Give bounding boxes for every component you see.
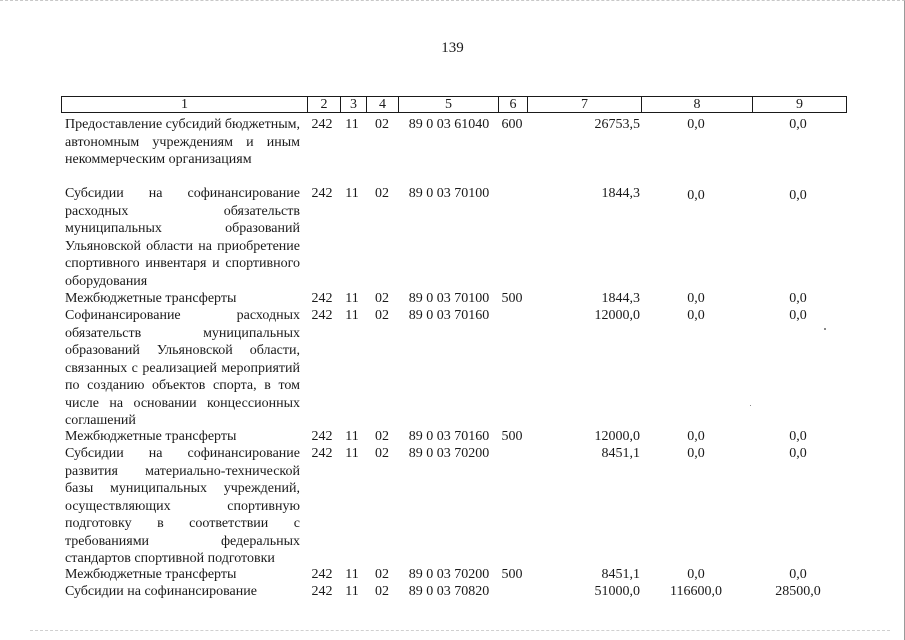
row-col-7 <box>528 445 640 463</box>
row-name: Софинансирование расходных обязательств муниципальных образований Ульяновской области, связанных с реализацией мероприятий по созданию объектов спорта, в том числе на основании концессионных соглашений <box>65 308 300 428</box>
row-col-4: 02 <box>375 308 389 323</box>
row-col-9: 0,0 <box>789 429 807 444</box>
row-col-6: 600 <box>501 117 523 132</box>
row-col-4: 02 <box>375 186 389 201</box>
row-col-5: 89 0 03 70100 <box>408 291 490 306</box>
header-col-8: 8 <box>641 97 752 112</box>
row-col-2: 242 <box>311 186 333 201</box>
row-col-3: 11 <box>345 429 359 444</box>
row-col-3: 11 <box>345 117 359 132</box>
row-col-7-value: 1844,3 <box>601 291 640 306</box>
row-name: Межбюджетные трансферты <box>65 429 237 444</box>
row-col-7 <box>528 307 640 325</box>
row-name: Межбюджетные трансферты <box>65 291 237 306</box>
row-col-2: 242 <box>311 117 333 132</box>
row-col-8: 0,0 <box>687 188 705 203</box>
header-col-7: 7 <box>527 97 641 112</box>
row-col-9: 0,0 <box>789 188 807 203</box>
header-col-3: 3 <box>340 97 366 112</box>
row-col-3: 11 <box>345 186 359 201</box>
row-col-9: 0,0 <box>789 291 807 306</box>
row-col-8: 116600,0 <box>670 584 722 599</box>
row-name: Субсидии на софинансирование <box>65 584 257 599</box>
header-col-4: 4 <box>366 97 398 112</box>
row-col-7-value: 8451,1 <box>601 567 640 582</box>
scan-edge <box>30 630 890 632</box>
row-name: Субсидии на софинансирование развития материально-технической базы муниципальных учреждений, осуществляющих спортивную подготовку в соответствии с требованиями федеральных стандартов спортивной подготовки <box>65 446 300 566</box>
row-col-6: 500 <box>501 429 523 444</box>
row-col-7-value: 12000,0 <box>594 429 640 444</box>
row-col-5: 89 0 03 70160 <box>408 308 490 323</box>
row-col-6: 500 <box>501 567 523 582</box>
header-col-6: 6 <box>498 97 527 112</box>
row-col-3: 11 <box>345 291 359 306</box>
row-col-4: 02 <box>375 291 389 306</box>
row-col-7-value: 26753,5 <box>594 117 640 132</box>
row-col-3: 11 <box>345 446 359 461</box>
row-col-9: 0,0 <box>789 446 807 461</box>
row-col-2: 242 <box>311 446 333 461</box>
scan-speck <box>824 328 826 330</box>
header-col-5: 5 <box>398 97 498 112</box>
row-col-7 <box>528 428 640 446</box>
row-col-3: 11 <box>345 584 359 599</box>
row-col-7 <box>528 185 640 203</box>
row-col-2: 242 <box>311 429 333 444</box>
table-header <box>61 96 847 113</box>
row-col-5: 89 0 03 70160 <box>408 429 490 444</box>
row-col-7 <box>528 583 640 601</box>
row-col-2: 242 <box>311 308 333 323</box>
row-col-4: 02 <box>375 567 389 582</box>
row-col-5: 89 0 03 70820 <box>408 584 490 599</box>
row-col-7 <box>528 116 640 134</box>
row-col-4: 02 <box>375 584 389 599</box>
row-col-7-value: 1844,3 <box>601 186 640 201</box>
scan-speck <box>750 405 751 406</box>
row-col-7 <box>528 566 640 584</box>
page-number: 139 <box>441 40 464 56</box>
row-col-4: 02 <box>375 446 389 461</box>
row-col-2: 242 <box>311 584 333 599</box>
row-col-8: 0,0 <box>687 429 705 444</box>
row-col-4: 02 <box>375 117 389 132</box>
row-col-4: 02 <box>375 429 389 444</box>
row-name: Предоставление субсидий бюджетным, автономным учреждениям и иным некоммерческим организациям <box>65 117 301 167</box>
row-col-8: 0,0 <box>687 117 705 132</box>
row-col-5: 89 0 03 70200 <box>408 446 490 461</box>
row-col-5: 89 0 03 70100 <box>408 186 490 201</box>
row-col-3: 11 <box>345 567 359 582</box>
row-name: Субсидии на софинансирование расходных обязательств муниципальных образований Ульяновской области на приобретение спортивного инвентаря и спортивного оборудования <box>65 186 300 289</box>
row-col-7-value: 12000,0 <box>594 308 640 323</box>
row-col-2: 242 <box>311 567 333 582</box>
row-col-7-value: 51000,0 <box>594 584 640 599</box>
header-col-9: 9 <box>752 97 846 112</box>
row-col-9: 28500,0 <box>775 584 821 599</box>
row-col-9: 0,0 <box>789 567 807 582</box>
row-col-8: 0,0 <box>687 308 705 323</box>
row-col-7-value: 8451,1 <box>601 446 640 461</box>
row-name: Межбюджетные трансферты <box>65 567 237 582</box>
row-col-2: 242 <box>311 291 333 306</box>
row-col-5: 89 0 03 70200 <box>408 567 490 582</box>
row-col-3: 11 <box>345 308 359 323</box>
header-col-1: 1 <box>181 97 188 112</box>
row-col-5: 89 0 03 61040 <box>408 117 490 132</box>
row-col-7 <box>528 290 640 308</box>
header-col-2: 2 <box>307 97 340 112</box>
row-col-8: 0,0 <box>687 567 705 582</box>
row-col-6: 500 <box>501 291 523 306</box>
row-col-9: 0,0 <box>789 117 807 132</box>
row-col-8: 0,0 <box>687 446 705 461</box>
row-col-9: 0,0 <box>789 308 807 323</box>
row-col-8: 0,0 <box>687 291 705 306</box>
